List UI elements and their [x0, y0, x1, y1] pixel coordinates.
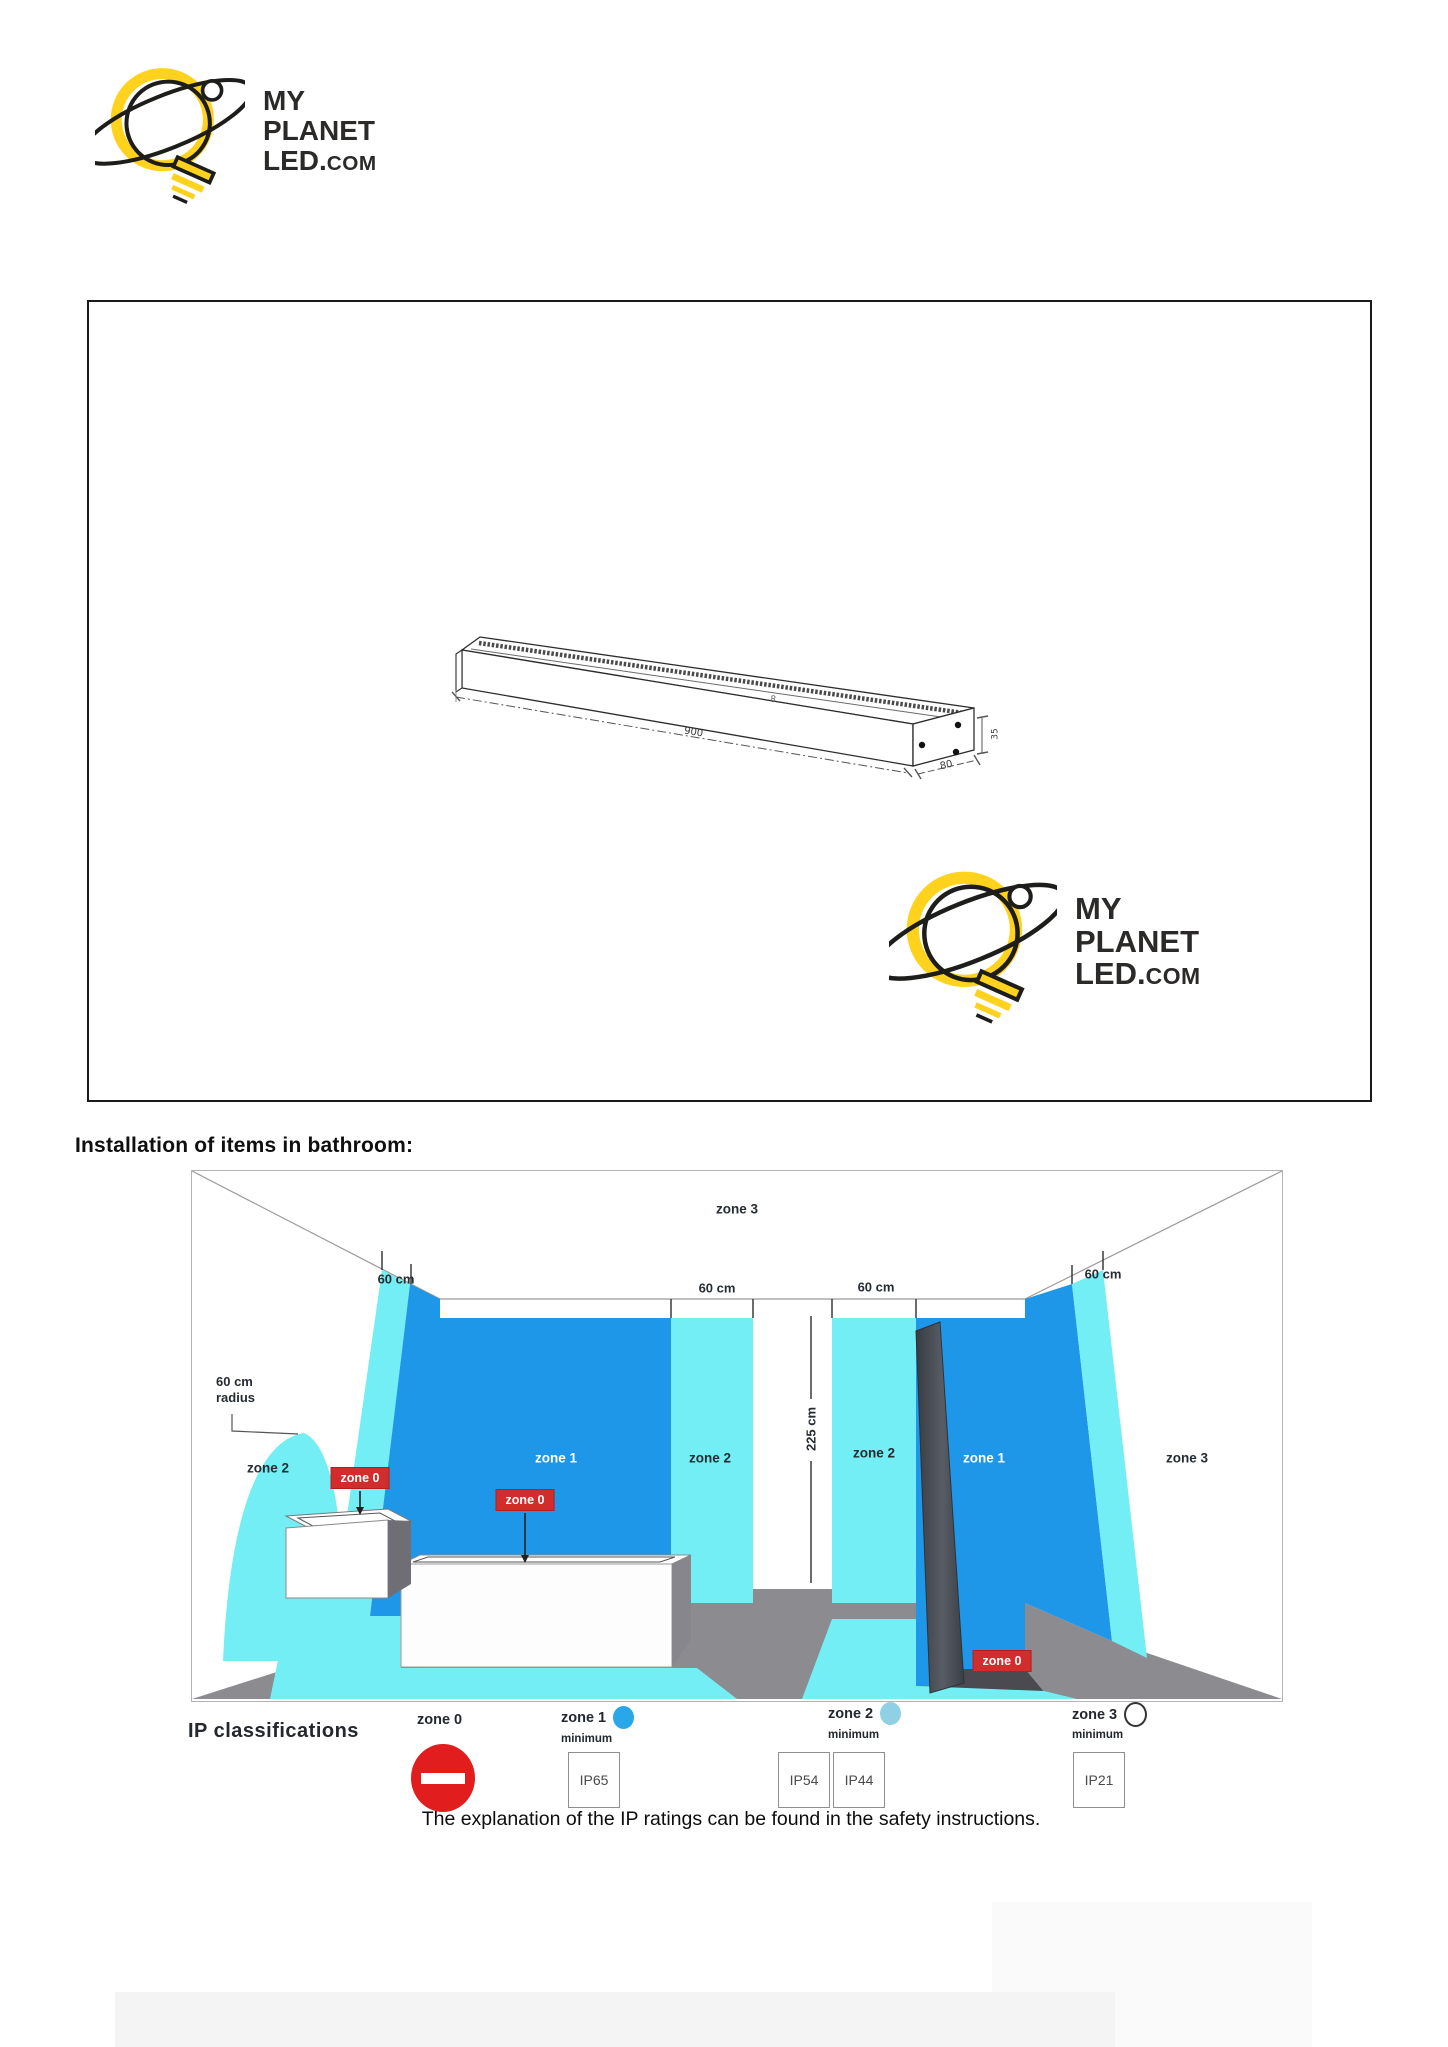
bathroom-diagram-graphics	[192, 1171, 1282, 1701]
product-drawing-box	[87, 300, 1372, 1102]
planet-bulb-icon	[889, 854, 1057, 1030]
tub-zone1-label: zone 1	[534, 1450, 578, 1466]
ceiling-zone-label: zone 3	[715, 1201, 759, 1217]
dim-height: 35	[990, 728, 1001, 740]
dim-length: 900	[683, 725, 704, 740]
logo-word-my: MY	[1075, 890, 1122, 926]
legend-zone3-minimum: minimum	[1072, 1729, 1124, 1741]
shower-zone1-label: zone 1	[962, 1450, 1006, 1466]
legend-zone2-minimum: minimum	[828, 1729, 880, 1741]
dim-width: 80	[938, 758, 954, 773]
dim-60cm-right-wall: 60 cm	[1084, 1266, 1122, 1282]
logo-word-planet: PLANET	[263, 115, 375, 147]
section-heading: Installation of items in bathroom:	[75, 1134, 414, 1157]
ip65-rating-box: IP65	[568, 1752, 620, 1808]
dim-detail: 8	[769, 694, 777, 706]
height-225cm-label: 225 cm	[803, 1406, 819, 1452]
logo-word-ledcom: LED.COM	[1075, 956, 1201, 992]
dim-60cm-left-wall: 60 cm	[377, 1271, 415, 1287]
zone0-badge-bathtub: zone 0	[496, 1489, 555, 1511]
ip54-rating-box: IP54	[778, 1752, 830, 1808]
legend-zone1: zone 1	[561, 1706, 634, 1729]
legend-zone1-minimum: minimum	[561, 1733, 613, 1745]
dim-60cm-left-section: 60 cm	[698, 1280, 736, 1296]
right-zone3-label: zone 3	[1165, 1450, 1209, 1466]
ip21-rating-box: IP21	[1073, 1752, 1125, 1808]
shower-zone2-label: zone 2	[852, 1445, 896, 1461]
zone0-badge-shower: zone 0	[973, 1650, 1032, 1672]
ip44-rating-box: IP44	[833, 1752, 885, 1808]
zone3-dot-icon	[1124, 1702, 1147, 1727]
logo-word-my: MY	[263, 85, 305, 117]
zone1-dot-icon	[613, 1706, 634, 1729]
planet-bulb-icon	[95, 52, 245, 210]
logo-word-ledcom: LED.COM	[263, 144, 377, 176]
basin-zone2-label: zone 2	[246, 1460, 290, 1476]
radius-label: 60 cm radius	[216, 1374, 256, 1406]
legend-zone0: zone 0	[417, 1712, 463, 1728]
myplanetled-logo-secondary	[889, 854, 1201, 1030]
legend-zone2: zone 2	[828, 1702, 901, 1725]
ip-classifications-title: IP classifications	[188, 1720, 359, 1742]
footer-note: The explanation of the IP ratings can be found in the safety instructions.	[421, 1808, 1041, 1830]
tub-zone2-label: zone 2	[688, 1450, 732, 1466]
myplanetled-logo	[95, 52, 377, 210]
dim-60cm-right-section: 60 cm	[857, 1279, 895, 1295]
zone0-badge-basin: zone 0	[331, 1467, 390, 1489]
logo-word-planet: PLANET	[1075, 923, 1199, 959]
no-entry-icon	[411, 1744, 475, 1812]
bathroom-zones-diagram	[191, 1170, 1283, 1702]
legend-zone3: zone 3	[1072, 1702, 1147, 1727]
zone2-dot-icon	[880, 1702, 901, 1725]
page-bottom-shade	[115, 1992, 1115, 2047]
